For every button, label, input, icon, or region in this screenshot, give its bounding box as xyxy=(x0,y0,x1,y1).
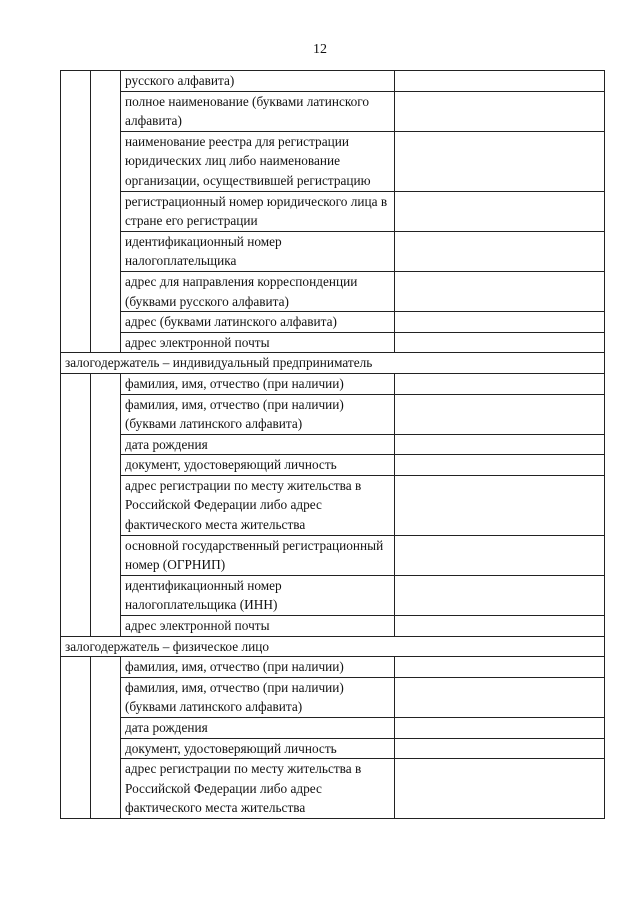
field-label: адрес регистрации по месту жительства в Российской Федерации либо адрес фактического места жительства xyxy=(121,475,395,535)
field-label: фамилия, имя, отчество (при наличии) xyxy=(121,373,395,394)
section-title-individual: залогодержатель – физическое лицо xyxy=(61,636,605,657)
field-value-cell xyxy=(395,657,605,678)
table-row xyxy=(61,718,605,739)
table-row xyxy=(61,738,605,759)
field-value-cell xyxy=(395,575,605,615)
field-value-cell xyxy=(395,131,605,191)
field-label: фамилия, имя, отчество (при наличии) (буквами латинского алфавита) xyxy=(121,394,395,434)
table-row xyxy=(61,332,605,353)
field-label: дата рождения xyxy=(121,434,395,455)
field-value-cell xyxy=(395,535,605,575)
table-row xyxy=(61,616,605,637)
field-value-cell xyxy=(395,434,605,455)
inner-empty-cell xyxy=(91,373,121,636)
field-label: идентификационный номер налогоплательщика xyxy=(121,231,395,271)
inner-empty-cell xyxy=(91,71,121,353)
field-value-cell xyxy=(395,718,605,739)
table-row xyxy=(61,759,605,819)
section-header-row xyxy=(61,636,605,657)
field-value-cell xyxy=(395,332,605,353)
field-value-cell xyxy=(395,271,605,311)
field-value-cell xyxy=(395,71,605,92)
table-row xyxy=(61,271,605,311)
table-row xyxy=(61,677,605,717)
field-label: адрес для направления корреспонденции (буквами русского алфавита) xyxy=(121,271,395,311)
table-row xyxy=(61,475,605,535)
field-value-cell xyxy=(395,738,605,759)
page-number: 12 xyxy=(313,42,327,57)
section-title-entrepreneur: залогодержатель – индивидуальный предприниматель xyxy=(61,353,605,374)
table-row xyxy=(61,231,605,271)
outer-empty-cell xyxy=(61,373,91,636)
section-header-row xyxy=(61,353,605,374)
field-value-cell xyxy=(395,91,605,131)
field-label: фамилия, имя, отчество (при наличии) (буквами латинского алфавита) xyxy=(121,677,395,717)
table-row xyxy=(61,535,605,575)
table-row xyxy=(61,455,605,476)
field-label: фамилия, имя, отчество (при наличии) xyxy=(121,657,395,678)
table-row xyxy=(61,657,605,678)
table-row xyxy=(61,394,605,434)
field-label: адрес электронной почты xyxy=(121,332,395,353)
table-row xyxy=(61,434,605,455)
field-value-cell xyxy=(395,455,605,476)
outer-empty-cell xyxy=(61,71,91,353)
field-label: наименование реестра для регистрации юридических лиц либо наименование организации, осуществившей регистрацию xyxy=(121,131,395,191)
table-row xyxy=(61,71,605,92)
table-row xyxy=(61,191,605,231)
field-label: адрес электронной почты xyxy=(121,616,395,637)
outer-empty-cell xyxy=(61,657,91,819)
inner-empty-cell xyxy=(91,657,121,819)
field-value-cell xyxy=(395,677,605,717)
table-row xyxy=(61,312,605,333)
field-value-cell xyxy=(395,191,605,231)
table-row xyxy=(61,373,605,394)
field-label: документ, удостоверяющий личность xyxy=(121,455,395,476)
field-label: регистрационный номер юридического лица в стране его регистрации xyxy=(121,191,395,231)
field-label: полное наименование (буквами латинского алфавита) xyxy=(121,91,395,131)
table-row xyxy=(61,91,605,131)
field-value-cell xyxy=(395,475,605,535)
field-value-cell xyxy=(395,616,605,637)
field-label: идентификационный номер налогоплательщика (ИНН) xyxy=(121,575,395,615)
field-label: русского алфавита) xyxy=(121,71,395,92)
field-label: дата рождения xyxy=(121,718,395,739)
field-value-cell xyxy=(395,759,605,819)
field-value-cell xyxy=(395,312,605,333)
field-value-cell xyxy=(395,231,605,271)
field-value-cell xyxy=(395,373,605,394)
field-label: документ, удостоверяющий личность xyxy=(121,738,395,759)
field-label: адрес (буквами латинского алфавита) xyxy=(121,312,395,333)
pledge-form-table xyxy=(60,70,605,819)
table-row xyxy=(61,131,605,191)
field-value-cell xyxy=(395,394,605,434)
field-label: адрес регистрации по месту жительства в Российской Федерации либо адрес фактического места жительства xyxy=(121,759,395,819)
field-label: основной государственный регистрационный номер (ОГРНИП) xyxy=(121,535,395,575)
table-row xyxy=(61,575,605,615)
